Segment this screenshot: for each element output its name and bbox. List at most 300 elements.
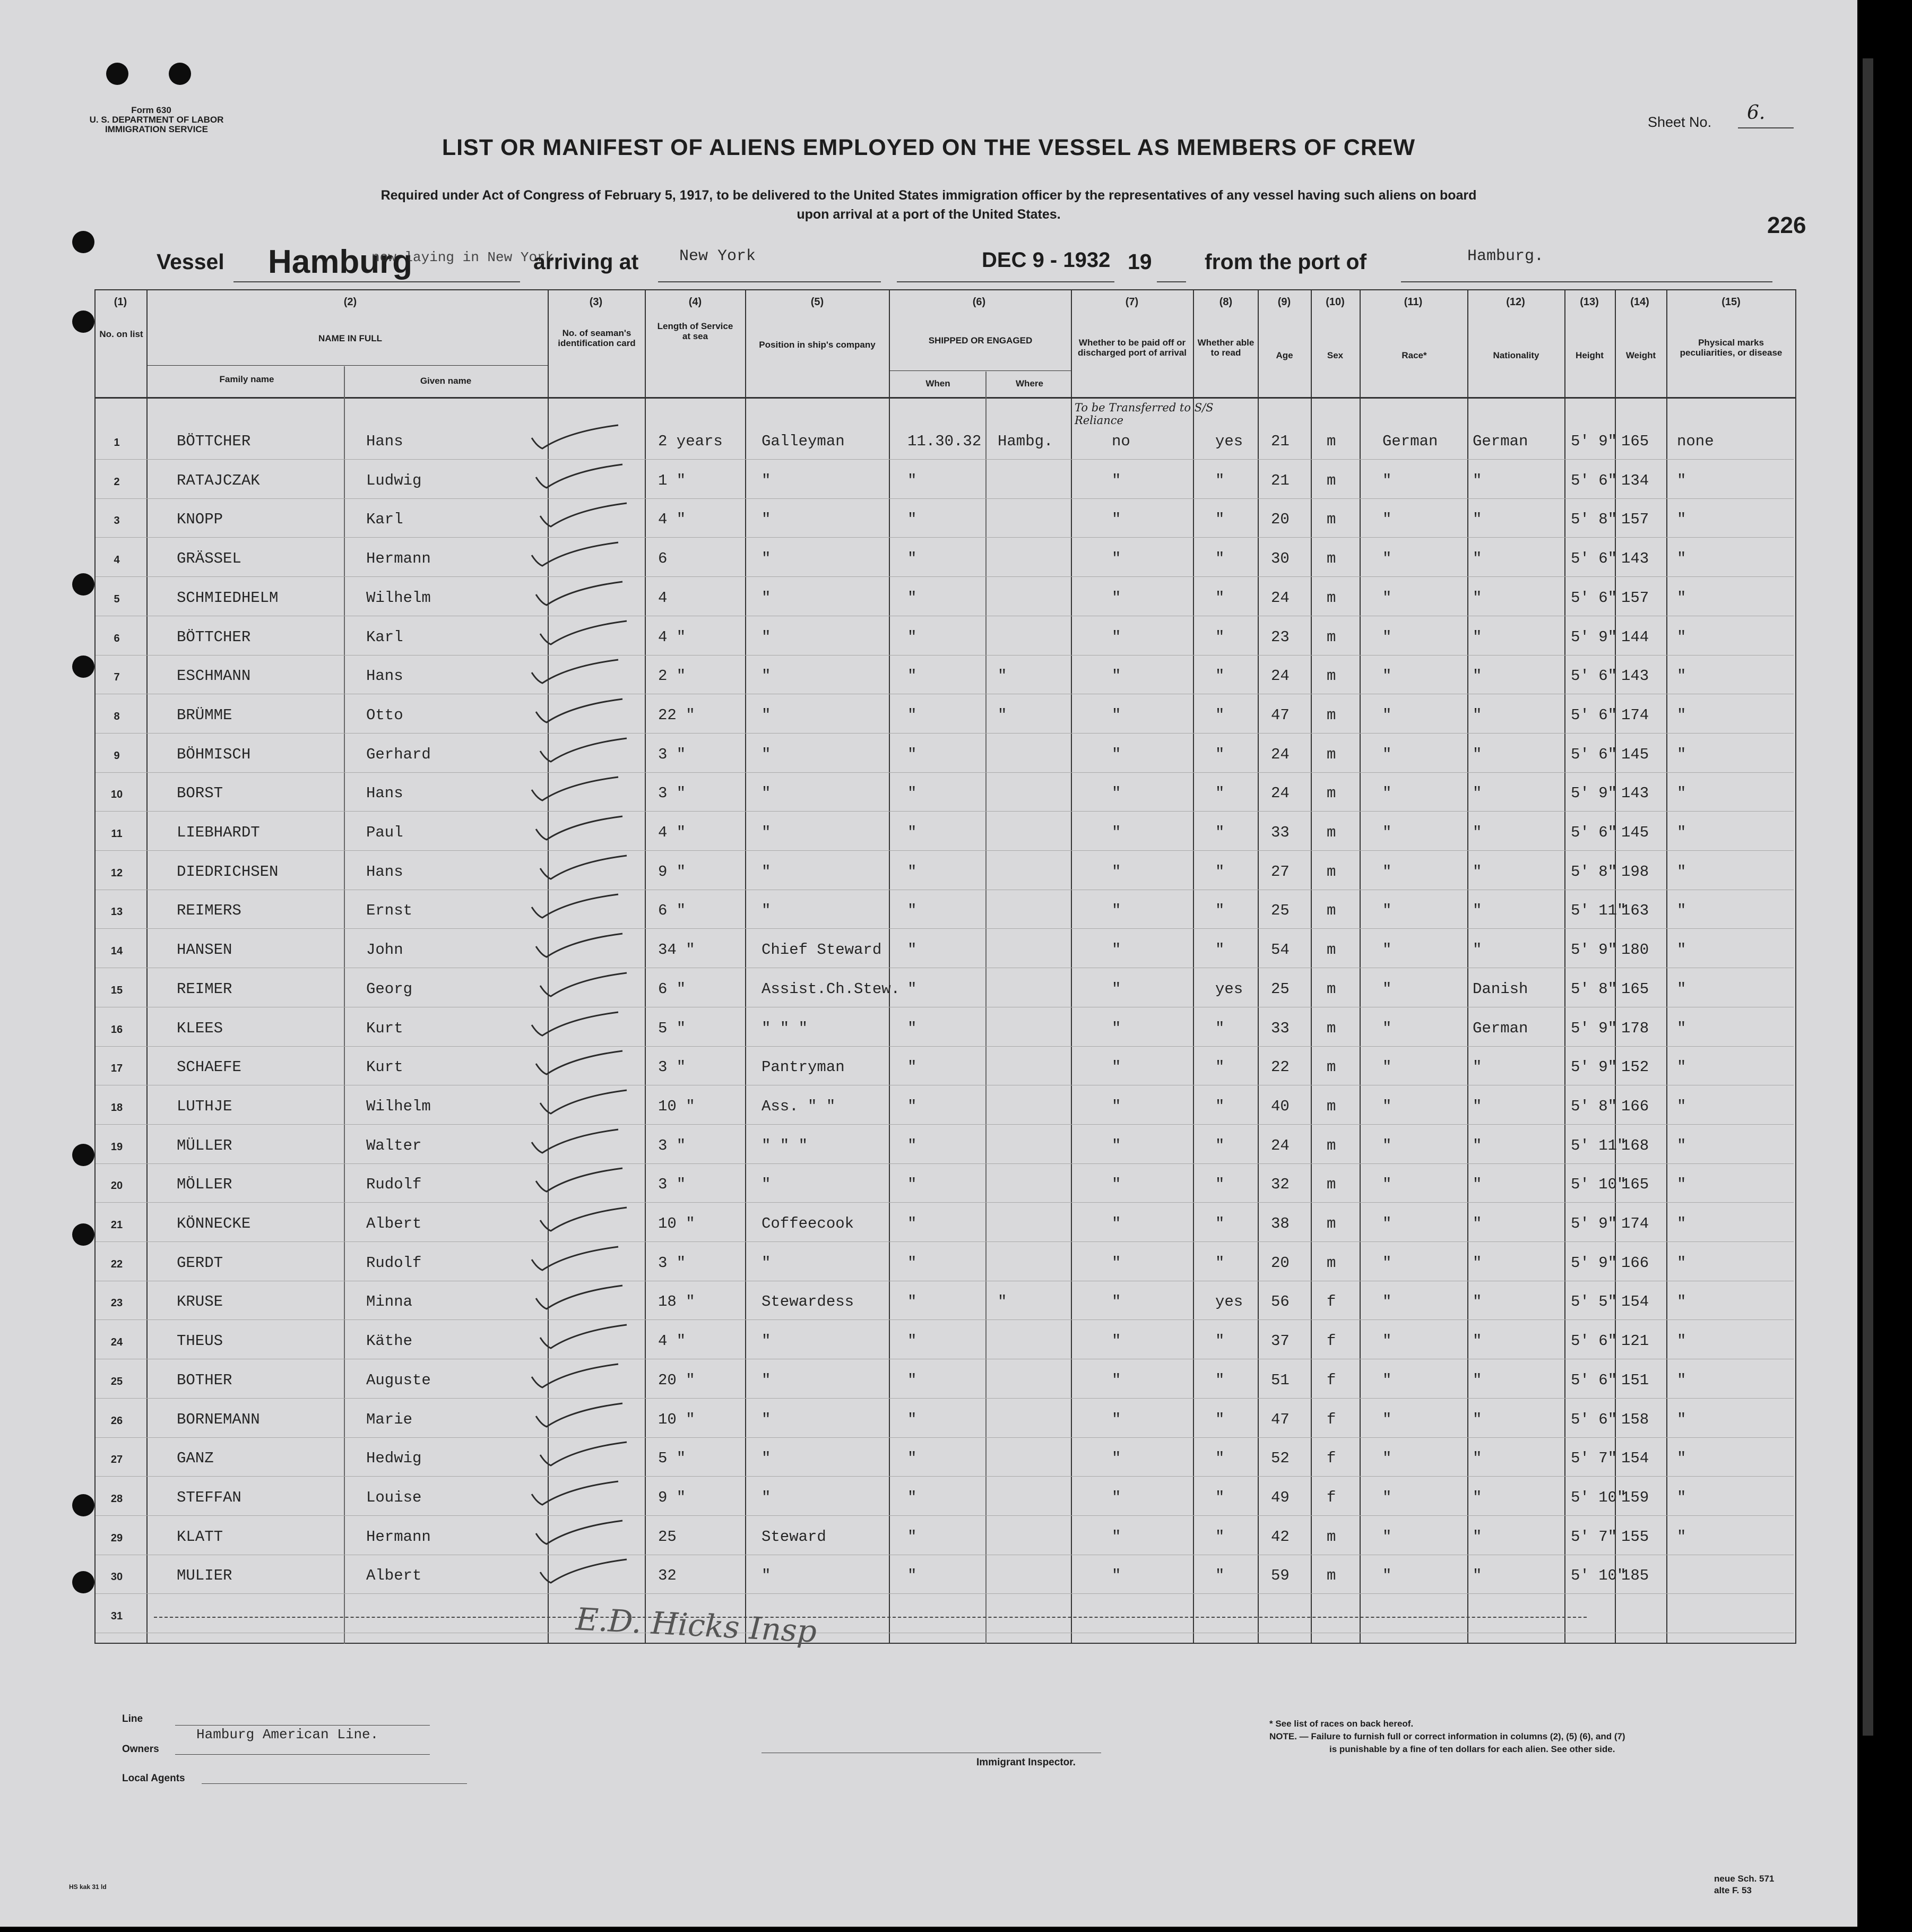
punch-hole <box>72 310 94 333</box>
race: " <box>1382 1020 1392 1037</box>
shipped-when: " <box>907 550 917 567</box>
name-subhead-rule <box>146 365 548 366</box>
subtitle-line-1: Required under Act of Congress of February 5, 1917, to be delivered to the United States immigration officer by the representatives of any vessel having such aliens on board <box>380 188 1477 203</box>
paid-off: " <box>1112 1450 1121 1467</box>
sheet-no-label: Sheet No. <box>1648 114 1712 130</box>
family-name: GRÄSSEL <box>177 550 241 567</box>
length-of-service: 9 " <box>658 1489 686 1506</box>
position: " <box>762 1450 771 1467</box>
able-to-read: " <box>1215 1489 1225 1506</box>
length-of-service: 34 " <box>658 941 695 959</box>
race: " <box>1382 902 1392 919</box>
paid-off: " <box>1112 472 1121 489</box>
check-mark-icon <box>539 970 629 1002</box>
col-rule <box>1193 289 1194 1644</box>
race: " <box>1382 746 1392 763</box>
race: " <box>1382 1058 1392 1076</box>
paid-off: " <box>1112 863 1121 881</box>
col-rule <box>94 289 96 1644</box>
sheet-no-line <box>1738 127 1794 128</box>
sex: m <box>1327 1215 1336 1232</box>
paid-off: " <box>1112 1293 1121 1310</box>
weight: 143 <box>1621 784 1649 802</box>
subtitle-line-2: upon arrival at a port of the United States. <box>797 207 1061 222</box>
race: " <box>1382 1528 1392 1546</box>
sex: m <box>1327 511 1336 528</box>
col-nationality-num: (12) <box>1506 296 1525 308</box>
schedule-old: alte F. 53 <box>1714 1885 1752 1895</box>
race: " <box>1382 1293 1392 1310</box>
able-to-read: " <box>1215 941 1225 959</box>
age: 33 <box>1271 1020 1290 1037</box>
age: 38 <box>1271 1215 1290 1232</box>
from-port-value: Hamburg. <box>1467 247 1544 265</box>
position: Assist.Ch.Stew. <box>762 980 901 998</box>
page-number: 226 <box>1767 212 1806 238</box>
height: 5' 5" <box>1571 1293 1617 1310</box>
weight: 180 <box>1621 941 1649 959</box>
col-no-header: No. on list <box>99 329 143 339</box>
height: 5' 8" <box>1571 511 1617 528</box>
col-rule <box>344 366 345 1644</box>
family-name: SCHMIEDHELM <box>177 589 279 607</box>
family-name: MÖLLER <box>177 1176 232 1193</box>
family-name: BRÜMME <box>177 706 232 724</box>
shipped-when: " <box>907 1254 917 1272</box>
height: 5' 9" <box>1571 941 1617 959</box>
physical-marks: " <box>1677 550 1686 567</box>
schedule-new: neue Sch. 571 <box>1714 1874 1775 1884</box>
weight: 163 <box>1621 902 1649 919</box>
col-rule <box>1795 289 1796 1644</box>
race: " <box>1382 550 1392 567</box>
page-edge <box>1863 58 1873 1736</box>
weight: 198 <box>1621 863 1649 881</box>
able-to-read: " <box>1215 1254 1225 1272</box>
shipped-when: " <box>907 1176 917 1193</box>
row-rule <box>96 733 1794 734</box>
check-mark-icon <box>531 1244 621 1275</box>
sex: m <box>1327 1098 1336 1115</box>
family-name: HANSEN <box>177 941 232 959</box>
age: 20 <box>1271 1254 1290 1272</box>
check-mark-icon <box>535 1400 625 1432</box>
row-rule <box>96 1515 1794 1516</box>
nationality: " <box>1473 1293 1482 1310</box>
col-service-header: Length of Service at sea <box>657 321 733 341</box>
row-rule <box>96 655 1794 656</box>
sheet-no-value: 6. <box>1747 102 1766 124</box>
shipped-when: " <box>907 1372 917 1389</box>
sex: m <box>1327 1254 1336 1272</box>
check-mark-icon <box>531 1126 621 1158</box>
check-mark-icon <box>535 1165 625 1197</box>
row-rule <box>96 1319 1794 1320</box>
col-name-num: (2) <box>343 296 357 308</box>
shipped-when: " <box>907 980 917 998</box>
weight: 185 <box>1621 1567 1649 1584</box>
shipped-when: " <box>907 589 917 607</box>
physical-marks: " <box>1677 1176 1686 1193</box>
row-rule <box>96 498 1794 499</box>
form-number: Form 630 <box>131 105 171 115</box>
col-nationality-header: Nationality <box>1493 350 1539 360</box>
given-name: Albert <box>366 1215 422 1232</box>
physical-marks: " <box>1677 941 1686 959</box>
family-name: LUTHJE <box>177 1098 232 1115</box>
position: " <box>762 1176 771 1193</box>
col-id-num: (3) <box>589 296 603 308</box>
age: 32 <box>1271 1176 1290 1193</box>
col-rule <box>889 289 890 1644</box>
col-no-num: (1) <box>114 296 127 308</box>
row-number: 30 <box>110 1571 123 1583</box>
row-number: 3 <box>114 515 120 527</box>
given-name: Albert <box>366 1567 422 1584</box>
length-of-service: 10 " <box>658 1098 695 1115</box>
height: 5' 10" <box>1571 1176 1627 1193</box>
position: " <box>762 1372 771 1389</box>
height: 5' 6" <box>1571 1411 1617 1428</box>
given-name: Otto <box>366 706 403 724</box>
race: " <box>1382 1254 1392 1272</box>
height: 5' 10" <box>1571 1567 1627 1584</box>
sex: m <box>1327 824 1336 841</box>
race: " <box>1382 1176 1392 1193</box>
row-number: 11 <box>111 828 123 840</box>
family-name: MULIER <box>177 1567 232 1584</box>
col-when-header: When <box>925 378 950 389</box>
col-rule <box>745 289 746 1644</box>
row-rule <box>96 1202 1794 1203</box>
inspector-label: Immigrant Inspector. <box>976 1757 1076 1768</box>
row-rule <box>96 928 1794 929</box>
sex: f <box>1327 1411 1336 1428</box>
punch-hole <box>72 231 94 253</box>
family-name: MÜLLER <box>177 1137 232 1154</box>
sex: m <box>1327 1528 1336 1546</box>
check-mark-icon <box>539 852 629 884</box>
col-service-num: (4) <box>688 296 702 308</box>
weight: 143 <box>1621 550 1649 567</box>
shipped-where: Hambg. <box>998 433 1053 450</box>
col-marks-header: Physical marks peculiarities, or disease <box>1680 338 1783 358</box>
nationality: " <box>1473 1137 1482 1154</box>
sex: m <box>1327 863 1336 881</box>
row-rule <box>96 811 1794 812</box>
weight: 143 <box>1621 667 1649 685</box>
nationality: " <box>1473 746 1482 763</box>
col-sex-header: Sex <box>1327 350 1344 360</box>
physical-marks: " <box>1677 1372 1686 1389</box>
col-rule <box>645 289 646 1644</box>
nationality: " <box>1473 1567 1482 1584</box>
row-number: 6 <box>114 633 120 644</box>
paid-off: " <box>1112 1567 1121 1584</box>
family-name: BÖTTCHER <box>177 433 251 450</box>
punch-hole <box>72 1223 94 1246</box>
arriving-line <box>658 281 881 282</box>
family-name: SCHAEFE <box>177 1058 241 1076</box>
age: 33 <box>1271 824 1290 841</box>
physical-marks: " <box>1677 1450 1686 1467</box>
col-rule <box>1360 289 1361 1644</box>
row-number: 20 <box>110 1180 123 1192</box>
able-to-read: yes <box>1215 980 1243 998</box>
race: " <box>1382 472 1392 489</box>
family-name: KRUSE <box>177 1293 223 1310</box>
physical-marks: " <box>1677 1137 1686 1154</box>
family-name: ESCHMANN <box>177 667 251 685</box>
penalty-note-1: NOTE. — Failure to furnish full or correct information in columns (2), (5) (6), and (7) <box>1269 1731 1625 1741</box>
date-line <box>897 281 1114 282</box>
height: 5' 8" <box>1571 863 1617 881</box>
shipped-when: " <box>907 746 917 763</box>
family-name: DIEDRICHSEN <box>177 863 279 881</box>
nationality: " <box>1473 824 1482 841</box>
row-rule <box>96 1163 1794 1164</box>
agents-field <box>202 1783 467 1784</box>
check-mark-icon <box>531 891 621 923</box>
race: " <box>1382 980 1392 998</box>
physical-marks: " <box>1677 1489 1686 1506</box>
col-paid-header: Whether to be paid off or discharged port of arrival <box>1078 338 1187 358</box>
age: 30 <box>1271 550 1290 567</box>
given-name: Karl <box>366 511 403 528</box>
row-number: 21 <box>110 1219 123 1231</box>
shipped-when: " <box>907 902 917 919</box>
position: Galleyman <box>762 433 845 450</box>
check-mark-icon <box>535 930 625 962</box>
paid-off: " <box>1112 1098 1121 1115</box>
col-where-header: Where <box>1016 378 1043 389</box>
race: " <box>1382 863 1392 881</box>
position: " <box>762 550 771 567</box>
able-to-read: " <box>1215 1058 1225 1076</box>
weight: 154 <box>1621 1293 1649 1310</box>
row-rule <box>96 772 1794 773</box>
able-to-read: " <box>1215 706 1225 724</box>
row-number: 12 <box>110 867 123 879</box>
height: 5' 7" <box>1571 1450 1617 1467</box>
race-footnote: * See list of races on back hereof. <box>1269 1719 1414 1729</box>
physical-marks: " <box>1677 589 1686 607</box>
sex: m <box>1327 1058 1336 1076</box>
given-name: Hans <box>366 433 403 450</box>
row-number: 23 <box>110 1297 123 1309</box>
family-name: BORST <box>177 784 223 802</box>
vessel-overlay: now laying in New York <box>371 249 554 265</box>
check-mark-icon <box>531 1361 621 1393</box>
col-marks-num: (15) <box>1721 296 1741 308</box>
height: 5' 6" <box>1571 706 1617 724</box>
race: " <box>1382 1372 1392 1389</box>
physical-marks: " <box>1677 1293 1686 1310</box>
race: " <box>1382 1489 1392 1506</box>
line-label: Line <box>122 1713 143 1724</box>
paid-off: " <box>1112 784 1121 802</box>
row-rule <box>96 1437 1794 1438</box>
physical-marks: " <box>1677 1058 1686 1076</box>
sex: f <box>1327 1293 1336 1310</box>
position: " <box>762 1332 771 1350</box>
race: " <box>1382 1567 1392 1584</box>
weight: 145 <box>1621 746 1649 763</box>
position: " <box>762 667 771 685</box>
position: " <box>762 706 771 724</box>
row-rule <box>96 1398 1794 1399</box>
penalty-note-2: is punishable by a fine of ten dollars for each alien. See other side. <box>1329 1744 1615 1754</box>
sex: m <box>1327 550 1336 567</box>
row-number: 10 <box>110 789 123 800</box>
given-name: Hans <box>366 784 403 802</box>
age: 24 <box>1271 746 1290 763</box>
family-name: LIEBHARDT <box>177 824 260 841</box>
physical-marks: " <box>1677 863 1686 881</box>
length-of-service: 9 " <box>658 863 686 881</box>
physical-marks: " <box>1677 511 1686 528</box>
punch-hole <box>106 63 128 85</box>
position: " <box>762 824 771 841</box>
age: 22 <box>1271 1058 1290 1076</box>
col-read-header: Whether able to read <box>1197 338 1255 358</box>
weight: 174 <box>1621 1215 1649 1232</box>
weight: 145 <box>1621 824 1649 841</box>
position: " <box>762 784 771 802</box>
able-to-read: " <box>1215 824 1225 841</box>
row-rule <box>96 1241 1794 1242</box>
vessel-label: Vessel <box>157 249 224 274</box>
nationality: " <box>1473 1254 1482 1272</box>
col-read-num: (8) <box>1219 296 1233 308</box>
able-to-read: " <box>1215 1020 1225 1037</box>
age: 27 <box>1271 863 1290 881</box>
check-mark-icon <box>531 774 621 806</box>
race: " <box>1382 1411 1392 1428</box>
paid-off: " <box>1112 902 1121 919</box>
check-mark-icon <box>535 696 625 728</box>
sex: m <box>1327 1567 1336 1584</box>
check-mark-icon <box>535 1048 625 1080</box>
family-name: REIMER <box>177 980 232 998</box>
sex: m <box>1327 746 1336 763</box>
shipped-when: " <box>907 1137 917 1154</box>
position: " <box>762 1411 771 1428</box>
able-to-read: " <box>1215 1215 1225 1232</box>
height: 5' 6" <box>1571 550 1617 567</box>
age: 24 <box>1271 667 1290 685</box>
check-mark-icon <box>539 1439 629 1471</box>
length-of-service: 5 " <box>658 1020 686 1037</box>
height: 5' 10" <box>1571 1489 1627 1506</box>
age: 40 <box>1271 1098 1290 1115</box>
paid-off: " <box>1112 1528 1121 1546</box>
punch-hole <box>169 63 191 85</box>
given-name: Gerhard <box>366 746 431 763</box>
col-rule <box>1071 289 1072 1644</box>
length-of-service: 3 " <box>658 1058 686 1076</box>
position: Chief Steward <box>762 941 882 959</box>
physical-marks: " <box>1677 1098 1686 1115</box>
able-to-read: " <box>1215 1098 1225 1115</box>
vessel-line <box>233 281 520 282</box>
able-to-read: " <box>1215 1372 1225 1389</box>
col-race-num: (11) <box>1404 296 1423 308</box>
col-shipped-num: (6) <box>972 296 986 308</box>
owners-value: Hamburg American Line. <box>196 1727 379 1743</box>
nationality: " <box>1473 667 1482 685</box>
check-mark-icon <box>531 539 621 571</box>
family-name: BORNEMANN <box>177 1411 260 1428</box>
transfer-annotation: To be Transferred to S/S Reliance <box>1075 401 1214 427</box>
paid-off: " <box>1112 824 1121 841</box>
sex: m <box>1327 902 1336 919</box>
col-race-header: Race* <box>1401 350 1427 360</box>
shipped-subhead-rule <box>889 370 1071 371</box>
nationality: German <box>1473 433 1528 450</box>
check-mark-icon <box>535 813 625 845</box>
check-mark-icon <box>539 618 629 650</box>
nationality: " <box>1473 1372 1482 1389</box>
sex: m <box>1327 1020 1336 1037</box>
position: " " " <box>762 1020 808 1037</box>
height: 5' 11" <box>1571 902 1627 919</box>
position: Coffeecook <box>762 1215 854 1232</box>
race: " <box>1382 941 1392 959</box>
given-name: Hedwig <box>366 1450 422 1467</box>
height: 5' 8" <box>1571 1098 1617 1115</box>
given-name: Hans <box>366 667 403 685</box>
height: 5' 9" <box>1571 1058 1617 1076</box>
paid-off: " <box>1112 1411 1121 1428</box>
physical-marks: " <box>1677 1411 1686 1428</box>
age: 20 <box>1271 511 1290 528</box>
able-to-read: " <box>1215 1137 1225 1154</box>
check-mark-icon <box>539 1204 629 1236</box>
length-of-service: 25 <box>658 1528 677 1546</box>
physical-marks: " <box>1677 1254 1686 1272</box>
row-number: 9 <box>114 750 120 762</box>
position: Pantryman <box>762 1058 845 1076</box>
race: " <box>1382 706 1392 724</box>
position: " <box>762 863 771 881</box>
col-given-header: Given name <box>420 376 472 386</box>
sex: m <box>1327 667 1336 685</box>
length-of-service: 6 " <box>658 980 686 998</box>
service-label: IMMIGRATION SERVICE <box>105 124 208 134</box>
age: 25 <box>1271 902 1290 919</box>
length-of-service: 4 " <box>658 511 686 528</box>
position: Ass. " " <box>762 1098 836 1115</box>
paid-off: " <box>1112 628 1121 646</box>
nationality: " <box>1473 1411 1482 1428</box>
check-mark-icon <box>535 579 625 610</box>
col-rule <box>146 289 148 1644</box>
nationality: " <box>1473 589 1482 607</box>
weight: 159 <box>1621 1489 1649 1506</box>
shipped-when: " <box>907 1020 917 1037</box>
physical-marks: " <box>1677 706 1686 724</box>
weight: 155 <box>1621 1528 1649 1546</box>
paid-off: " <box>1112 941 1121 959</box>
row-number: 2 <box>114 476 120 488</box>
weight: 174 <box>1621 706 1649 724</box>
length-of-service: 5 " <box>658 1450 686 1467</box>
row-number: 4 <box>114 554 120 566</box>
age: 42 <box>1271 1528 1290 1546</box>
col-rule <box>1258 289 1259 1644</box>
nationality: " <box>1473 472 1482 489</box>
